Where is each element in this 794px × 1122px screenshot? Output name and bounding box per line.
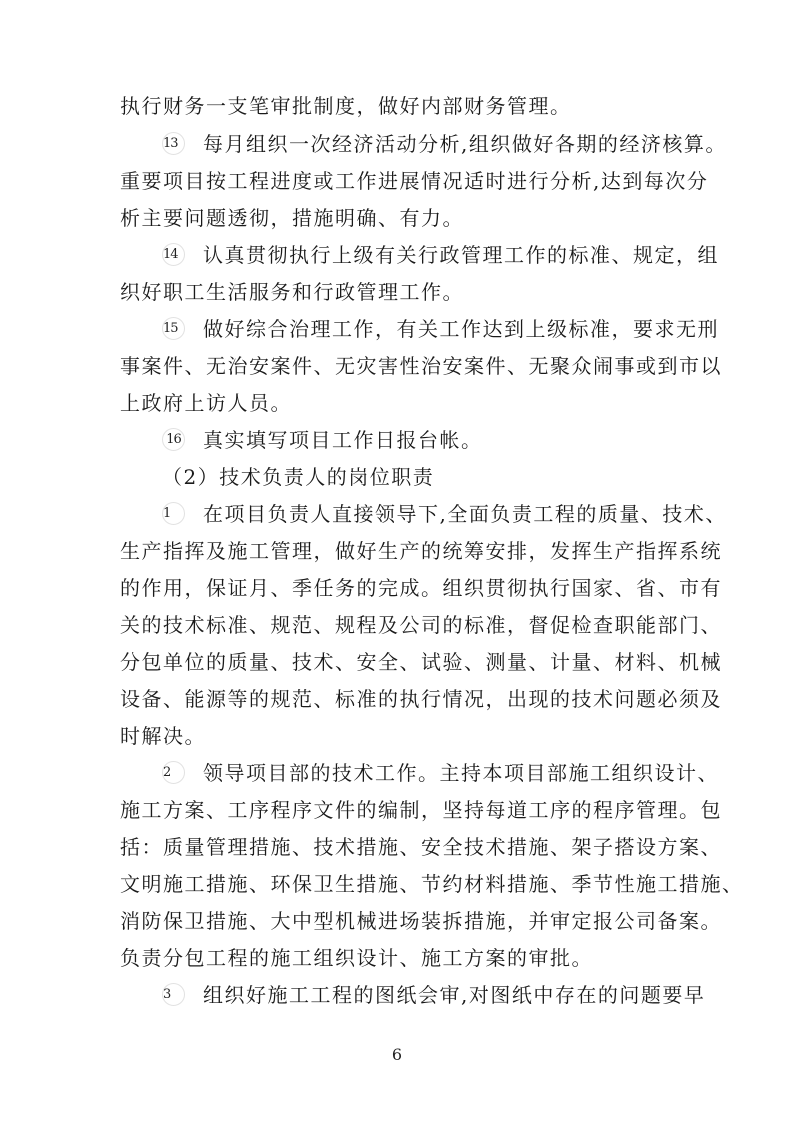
line-text: 组织好施工工程的图纸会审,对图纸中存在的问题要早 [203, 983, 706, 1007]
line-text: 时解决。 [120, 724, 206, 748]
text-line [120, 570, 722, 607]
text-line [120, 681, 722, 718]
text-line [120, 718, 672, 755]
numbered-item-line [162, 496, 727, 533]
line-text: 领导项目部的技术工作。主持本项目部施工组织设计、 [203, 761, 719, 785]
text-line [120, 274, 672, 311]
numbered-item-line [162, 755, 719, 792]
line-text: 每月组织一次经济活动分析,组织做好各期的经济核算。 [203, 132, 727, 156]
line-text: 析主要问题透彻，措施明确、有力。 [120, 206, 464, 230]
circled-number: 13 [162, 132, 185, 155]
line-text: 分包单位的质量、技术、安全、试验、测量、计量、材料、机械 [120, 650, 722, 674]
page-number: 6 [391, 1045, 403, 1064]
section-heading [162, 459, 672, 496]
line-text: 文明施工措施、环保卫生措施、节约材料措施、季节性施工措施、 [120, 872, 744, 896]
line-text: 负责分包工程的施工组织设计、施工方案的审批。 [120, 946, 593, 970]
text-line [120, 940, 672, 977]
text-line [120, 385, 672, 422]
line-text: 括：质量管理措施、技术措施、安全技术措施、架子搭设方案、 [120, 835, 722, 859]
circled-number: 14 [162, 243, 185, 266]
numbered-item-line [162, 126, 727, 163]
line-text: 在项目负责人直接领导下,全面负责工程的质量、技术、 [203, 502, 727, 526]
text-line [120, 200, 672, 237]
text-line [120, 607, 722, 644]
circled-number: 2 [162, 761, 185, 784]
text-line [120, 903, 722, 940]
line-text: 设备、能源等的规范、标准的执行情况，出现的技术问题必须及 [120, 687, 722, 711]
circled-number: 1 [162, 502, 185, 525]
line-text: 做好综合治理工作，有关工作达到上级标准，要求无刑 [203, 317, 719, 341]
numbered-item-line [162, 977, 706, 1014]
circled-number: 3 [162, 983, 185, 1006]
line-text: 消防保卫措施、大中型机械进场装拆措施，并审定报公司备案。 [120, 909, 722, 933]
line-text: 事案件、无治安案件、无灾害性治安案件、无聚众闹事或到市以 [120, 354, 722, 378]
line-text: 重要项目按工程进度或工作进展情况适时进行分析,达到每次分 [120, 169, 709, 193]
text-line [120, 348, 722, 385]
text-line [120, 163, 709, 200]
line-text: 执行财务一支笔审批制度，做好内部财务管理。 [120, 94, 572, 118]
numbered-item-line [162, 311, 719, 348]
text-line [120, 829, 722, 866]
line-text: 上政府上访人员。 [120, 391, 292, 415]
text-line [120, 792, 722, 829]
circled-number: 15 [162, 317, 185, 340]
line-text: 施工方案、工序程序文件的编制，坚持每道工序的程序管理。包 [120, 798, 722, 822]
line-text: 关的技术标准、规范、规程及公司的标准，督促检查职能部门、 [120, 613, 722, 637]
line-text: 认真贯彻执行上级有关行政管理工作的标准、规定，组 [203, 243, 719, 267]
line-text: 织好职工生活服务和行政管理工作。 [120, 280, 464, 304]
text-line [120, 866, 744, 903]
text-line [120, 533, 722, 570]
numbered-item-line [162, 422, 672, 459]
line-text: 真实填写项目工作日报台帐。 [203, 428, 483, 452]
numbered-item-line [162, 237, 719, 274]
line-text: （2）技术负责人的岗位职责 [162, 465, 435, 489]
text-line [120, 88, 672, 125]
text-line [120, 644, 722, 681]
circled-number: 16 [162, 428, 185, 451]
line-text: 生产指挥及施工管理，做好生产的统筹安排，发挥生产指挥系统 [120, 539, 722, 563]
line-text: 的作用，保证月、季任务的完成。组织贯彻执行国家、省、市有 [120, 576, 722, 600]
